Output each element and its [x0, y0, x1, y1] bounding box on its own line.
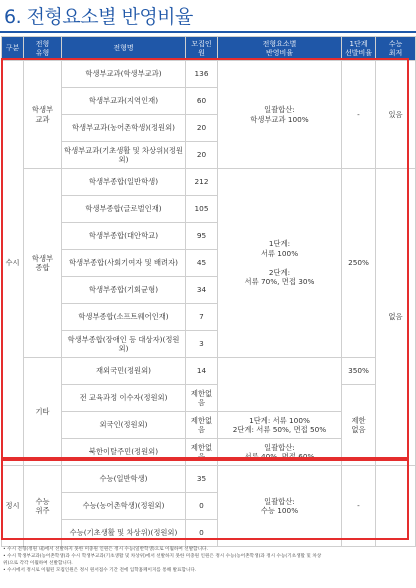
admission-name: 전 교육과정 이수자(정원외) [62, 385, 186, 412]
admission-name: 재외국민(정원외) [62, 358, 186, 385]
admission-name: 수능(기초생활 및 차상위)(정원외) [62, 520, 186, 547]
admission-quota: 95 [186, 223, 218, 250]
multiple-jeongsi: - [342, 466, 376, 547]
admission-quota: 제한없음 [186, 385, 218, 412]
multiple-unlimited: 제한 없음 [342, 385, 376, 466]
ratio-kyogwa: 일괄합산: 학생부교과 100% [218, 61, 342, 169]
footnote-item: 위)으로 각각 이월하여 선발합니다. [3, 561, 73, 567]
admission-quota: 20 [186, 115, 218, 142]
admission-quota: 212 [186, 169, 218, 196]
admission-name: 학생부교과(학생부교과) [62, 61, 186, 88]
header-type: 전형 유형 [24, 37, 62, 61]
admission-quota: 34 [186, 277, 218, 304]
ratio-defector: 일괄합산: 서류 40%, 면접 60% [218, 439, 342, 466]
admission-name: 학생부교과(기초생활 및 차상위)(정원외) [62, 142, 186, 169]
type-student-record-comprehensive: 학생부 종합 [24, 169, 62, 358]
table-row [2, 466, 416, 493]
type-suneung: 수능 위주 [24, 466, 62, 547]
type-other: 기타 [24, 358, 62, 466]
admission-name: 학생부종합(일반학생) [62, 169, 186, 196]
group-susi: 수시 [2, 61, 24, 466]
page-title: 6. 전형요소별 반영비율 [4, 6, 193, 28]
admission-name: 수능(농어촌학생)(정원외) [62, 493, 186, 520]
footnote-item: • 수시 학생부교과(농어촌학생)과 수시 학생부교과(기초생활 및 차상위)에서 선발하지 못한 미충원 인원은 정시 수능(농어촌학생)과 정시 수능(기초생활 및 차상 [3, 554, 322, 560]
footnote-item: • 수시 전형(정원 내)에서 선발하지 못한 미충원 인원은 정시 수능(일반학생)으로 이월하여 선발합니다. [3, 547, 208, 552]
table-row [2, 385, 416, 412]
header-category: 구분 [2, 37, 24, 61]
admission-quota: 0 [186, 520, 218, 547]
admission-name: 학생부종합(글로벌인재) [62, 196, 186, 223]
admission-quota: 0 [186, 493, 218, 520]
header-row [2, 37, 416, 61]
admission-name: 학생부종합(대안학교) [62, 223, 186, 250]
min-score-kyogwa: 있음 [376, 61, 416, 169]
min-score-others: 없음 [376, 169, 416, 466]
admission-quota: 7 [186, 304, 218, 331]
header-ratio: 전형요소별 반영비율 [218, 37, 342, 61]
multiple-overseas: 350% [342, 358, 376, 385]
admission-quota: 제한없음 [186, 412, 218, 439]
admission-quota: 105 [186, 196, 218, 223]
table-row [2, 358, 416, 385]
admission-quota: 60 [186, 88, 218, 115]
header-quota: 모집인원 [186, 37, 218, 61]
table-row [2, 61, 416, 88]
admission-name: 학생부종합(소프트웨어인재) [62, 304, 186, 331]
ratio-foreigner: 1단계: 서류 100% 2단계: 서류 50%, 면접 50% [218, 412, 342, 439]
header-name: 전형명 [62, 37, 186, 61]
admission-name: 학생부종합(기회균형) [62, 277, 186, 304]
admission-name: 학생부종합(사회기여자 및 배려자) [62, 250, 186, 277]
admission-name: 학생부교과(지역인재) [62, 88, 186, 115]
admission-quota: 14 [186, 358, 218, 385]
type-student-record-subject: 학생부 교과 [24, 61, 62, 169]
admission-quota: 제한없음 [186, 439, 218, 466]
footnote-item: • 수시에서 정시로 이월된 모집인원은 정시 원서접수 기간 전에 입학홈페이지를 통해 발표합니다. [3, 568, 197, 574]
admission-name: 학생부교과(농어촌학생)(정원외) [62, 115, 186, 142]
admission-quota: 35 [186, 466, 218, 493]
admission-ratio-table [1, 36, 416, 547]
multiple-jonghap: 250% [342, 169, 376, 358]
header-min-score: 수능 최저 [376, 37, 416, 61]
group-jeongsi: 정시 [2, 466, 24, 547]
admission-name: 학생부종합(장애인 등 대상자)(정원외) [62, 331, 186, 358]
footnotes [3, 546, 413, 574]
min-score-jeongsi [376, 466, 416, 547]
admission-name: 외국인(정원외) [62, 412, 186, 439]
admission-quota: 136 [186, 61, 218, 88]
admission-name: 북한이탈주민(정원외) [62, 439, 186, 466]
admission-name: 수능(일반학생) [62, 466, 186, 493]
admission-quota: 3 [186, 331, 218, 358]
multiple-kyogwa: - [342, 61, 376, 169]
header-multiple: 1단계 선발비율 [342, 37, 376, 61]
admission-quota: 20 [186, 142, 218, 169]
ratio-jeongsi: 일괄합산: 수능 100% [218, 466, 342, 547]
ratio-jonghap: 1단계: 서류 100% 2단계: 서류 70%, 면접 30% [218, 169, 342, 358]
ratio-overseas [218, 358, 342, 412]
admission-quota: 45 [186, 250, 218, 277]
table-row [2, 169, 416, 196]
title-underline [0, 31, 416, 33]
